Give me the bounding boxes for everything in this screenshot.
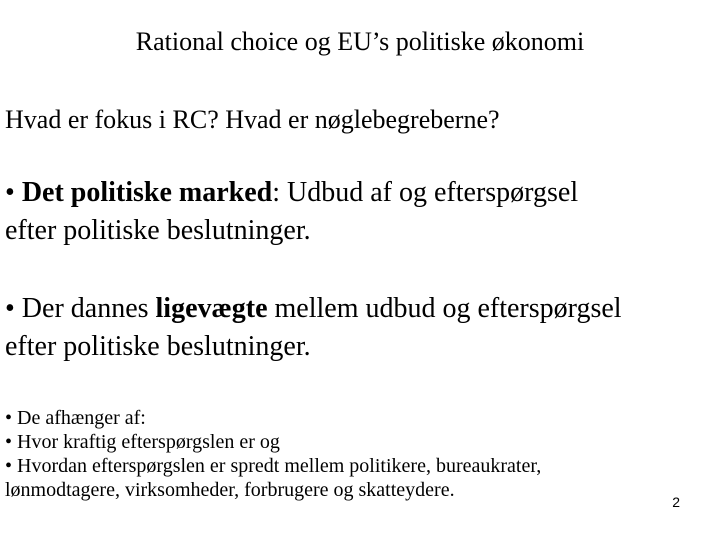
bullet-political-market-term: Det politiske marked bbox=[21, 177, 273, 208]
bullet-equilibria bbox=[5, 290, 622, 366]
bullet-equilibria-lead: • Der dannes bbox=[5, 293, 156, 324]
bullet-political-market-line1 bbox=[5, 174, 578, 212]
bullet-equilibria-rest: mellem udbud og efterspørgsel bbox=[267, 293, 622, 324]
small-bullet-depends: • De afhænger af: bbox=[5, 407, 146, 429]
small-bullet-distribution-cont: lønmodtagere, virksomheder, forbrugere og skatteydere. bbox=[5, 479, 455, 501]
question-text: Hvad er fokus i RC? Hvad er nøglebegreberne? bbox=[5, 105, 500, 134]
bullet-political-market bbox=[5, 174, 578, 250]
small-bullet-distribution: • Hvordan efterspørgslen er spredt mellem politikere, bureaukrater, bbox=[5, 455, 542, 477]
page-number: 2 bbox=[672, 494, 680, 510]
slide-title: Rational choice og EU’s politiske økonomi bbox=[135, 27, 585, 56]
bullet-equilibria-line1 bbox=[5, 290, 622, 328]
bullet-equilibria-term: ligevægte bbox=[155, 293, 268, 324]
bullet-marker: • bbox=[5, 177, 22, 208]
bullet-equilibria-line2: efter politiske beslutninger. bbox=[5, 331, 311, 362]
small-bullet-strength: • Hvor kraftig efterspørgslen er og bbox=[5, 431, 280, 453]
bullet-political-market-line2: efter politiske beslutninger. bbox=[5, 215, 311, 246]
bullet-political-market-rest: : Udbud af og efterspørgsel bbox=[272, 177, 579, 208]
